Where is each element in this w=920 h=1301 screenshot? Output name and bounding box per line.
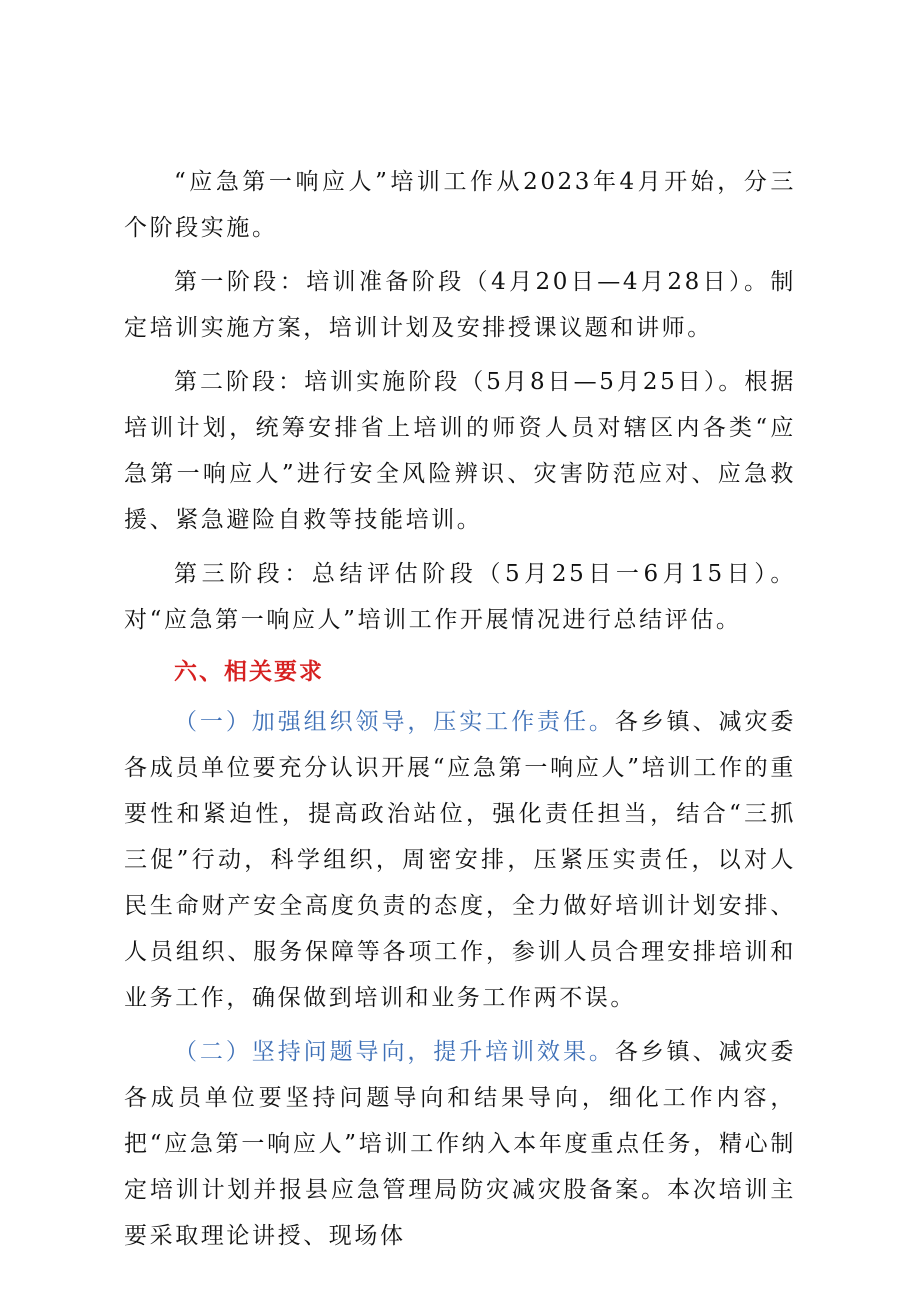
- requirement-one-body: 各乡镇、减灾委各成员单位要充分认识开展“应急第一响应人”培训工作的重要性和紧迫性，提高政治站位，强化责任担当，结合“三抓三促”行动，科学组织，周密安排，压紧压实责任，以对人民生命财产安全高度负责的态度，全力做好培训计划安排、人员组织、服务保障等各项工作，参训人员合理安排培训和业务工作，确保做到培训和业务工作两不误。: [124, 709, 796, 1011]
- paragraph-stage-two: 第二阶段：培训实施阶段（5月8日—5月25日）。根据培训计划，统筹安排省上培训的师资人员对辖区内各类“应急第一响应人”进行安全风险辨识、灾害防范应对、应急救援、紧急避险自救等技能培训。: [124, 369, 796, 533]
- paragraph-requirement-one: [124, 699, 796, 1021]
- requirement-two-body: 各乡镇、减灾委各成员单位要坚持问题导向和结果导向，细化工作内容，把“应急第一响应人”培训工作纳入本年度重点任务，精心制定培训计划并报县应急管理局防灾减灾股备案。本次培训主要采取理论讲授、现场体: [124, 1039, 796, 1249]
- document-body: [124, 159, 796, 1267]
- paragraph-stage-one: 第一阶段：培训准备阶段（4月20日—4月28日）。制定培训实施方案，培训计划及安排授课议题和讲师。: [124, 269, 796, 341]
- requirement-two-title: （二）坚持问题导向，提升培训效果。: [174, 1039, 615, 1065]
- paragraph-schedule-intro: “应急第一响应人”培训工作从2023年4月开始，分三个阶段实施。: [124, 169, 796, 241]
- paragraph-stage-three: 第三阶段：总结评估阶段（5月25日一6月15日）。对“应急第一响应人”培训工作开展情况进行总结评估。: [124, 561, 796, 633]
- requirement-one-title: （一）加强组织领导，压实工作责任。: [174, 709, 615, 735]
- paragraph-requirement-two: [124, 1029, 796, 1259]
- section-heading-requirements: 六、相关要求: [174, 659, 324, 685]
